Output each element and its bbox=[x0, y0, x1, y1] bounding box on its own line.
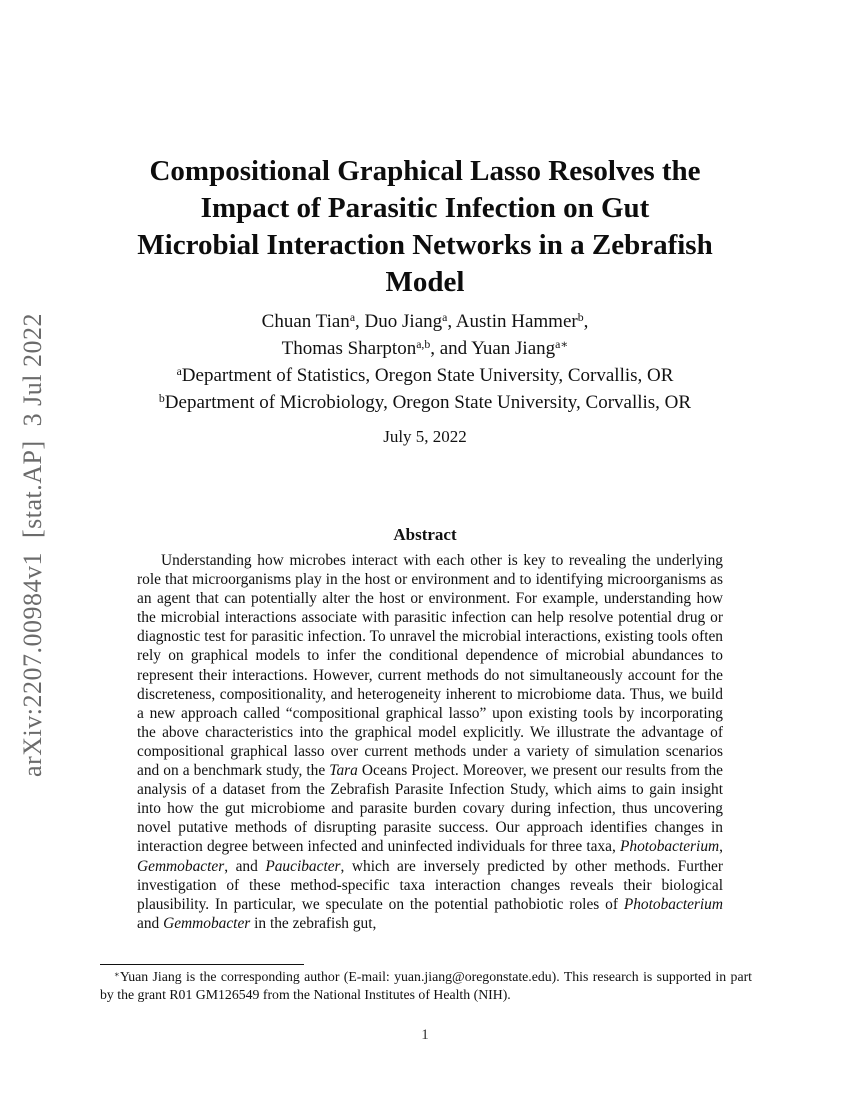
affiliation-line: $^a$Department of Statistics, Oregon State University, Corvallis, OR bbox=[176, 365, 674, 386]
abstract-text: Understanding how microbes interact with each other is key to revealing the underlying role that microorganisms play in the host or environment and to identifying microorganisms as an agent that can potentially alter the host or environment. For example, understanding how the microbial interactions associate with parasitic infection can help resolve potential drug or diagnostic test for parasitic infection. To unravel the microbial interactions, existing tools often rely on graphical models to infer the conditional dependence of microbial abundances to represent their interactions. However, current methods do not simultaneously account for the discreteness, compositionality, and heterogeneity inherent to microbiome data. Thus, we build a new approach called “compositional graphical lasso” upon existing tools by incorporating the above characteristics into the graphical model explicitly. We illustrate the advantage of compositional graphical lasso over current methods under a variety of simulation scenarios and on a benchmark study, the Tara Oceans Project. Moreover, we present our results from the analysis of a dataset from the Zebrafish Parasite Infection Study, which aims to gain insight into how the gut microbiome and parasite burden covary during infection, thus uncovering novel putative methods of disrupting parasite success. Our approach identifies changes in interaction degree between infected and uninfected individuals for three taxa, Photobacterium, Gemmobacter, and Paucibacter, which are inversely predicted by other methods. Further investigation of these method-specific taxa interaction changes reveals their biological plausibility. In particular, we speculate on the potential pathobiotic roles of Photobacterium and Gemmobacter in the zebrafish gut, bbox=[137, 552, 723, 932]
abstract-heading: Abstract bbox=[393, 525, 457, 544]
author-line: Chuan Tian$^a$, Duo Jiang$^a$, Austin Hammer$^b$, bbox=[261, 311, 589, 332]
paper-date: July 5, 2022 bbox=[383, 427, 467, 446]
title-line: Microbial Interaction Networks in a Zebrafish bbox=[137, 229, 713, 261]
arxiv-watermark: arXiv:2207.00984v1 [stat.AP] 3 Jul 2022 bbox=[18, 313, 47, 777]
affiliation-line: $^b$Department of Microbiology, Oregon State University, Corvallis, OR bbox=[158, 392, 692, 413]
footnote-text: ∗Yuan Jiang is the corresponding author (E-mail: yuan.jiang@oregonstate.edu). This research is supported in part by the grant R01 GM126549 from the National Institutes of Health (NIH). bbox=[100, 968, 752, 1002]
footnote-divider bbox=[100, 964, 304, 965]
title-line: Model bbox=[385, 266, 465, 298]
author-line: Thomas Sharpton$^{a,b}$, and Yuan Jiang$^{a∗}$ bbox=[281, 338, 569, 359]
title-line: Impact of Parasitic Infection on Gut bbox=[200, 192, 650, 224]
author-block bbox=[0, 308, 850, 416]
paper-title bbox=[0, 153, 850, 301]
page-number: 1 bbox=[421, 1027, 429, 1043]
title-line: Compositional Graphical Lasso Resolves the bbox=[149, 155, 701, 187]
